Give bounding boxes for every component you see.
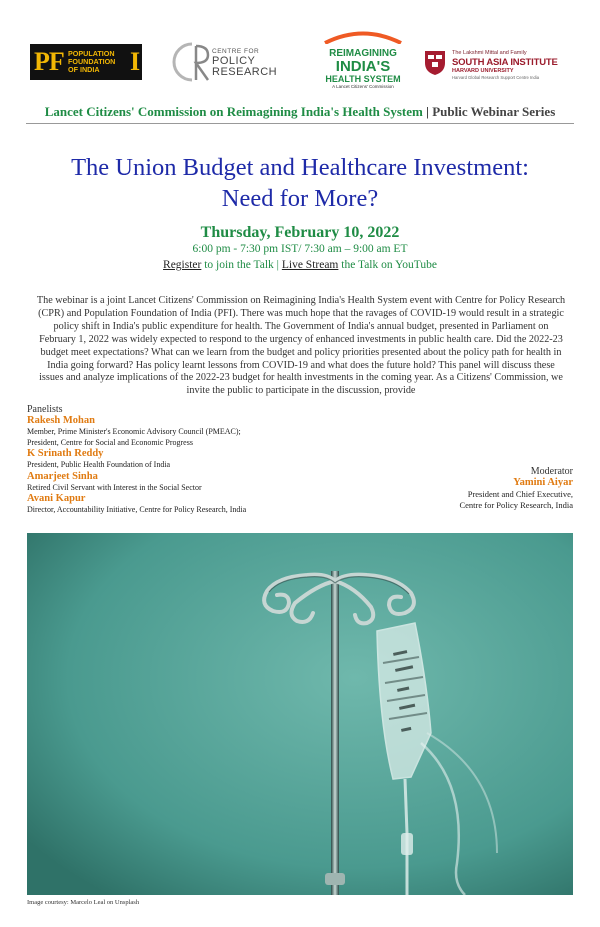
commission-name: Lancet Citizens' Commission on Reimagining India's Health System [44, 104, 423, 119]
cpr-line1: POLICY [212, 55, 256, 67]
cpr-main-text [212, 56, 277, 78]
panelist-desc: President, Public Health Foundation of India [27, 460, 171, 469]
cpr-line2: RESEARCH [212, 66, 278, 78]
rih-line3: HEALTH SYSTEM [325, 74, 401, 84]
moderator-desc: President and Chief Executive, [467, 489, 573, 499]
pfi-line3: OF INDIA [68, 65, 100, 74]
sai-line2: SOUTH ASIA INSTITUTE [452, 57, 558, 68]
reimagining-logo [318, 30, 408, 92]
iv-stand-photo [27, 533, 573, 895]
panelist-name: Rakesh Mohan [27, 415, 95, 426]
series-header [26, 104, 574, 124]
title-line2: Need for More? [221, 185, 379, 212]
sai-line1: The Lakshmi Mittal and Family [452, 50, 527, 56]
sai-logo [424, 50, 574, 80]
live-stream-link[interactable]: Live Stream [281, 259, 339, 271]
pfi-logo-end: I [130, 47, 141, 76]
panelist-desc: Member, Prime Minister's Economic Advisory Council (PMEAC); [27, 427, 241, 436]
sai-line3: HARVARD UNIVERSITY [452, 68, 514, 74]
event-date: Thursday, February 10, 2022 [200, 224, 400, 241]
event-title [30, 152, 570, 214]
cpr-logo [172, 40, 284, 84]
moderator-desc: Centre for Policy Research, India [459, 500, 573, 510]
pfi-line1: POPULATION [68, 49, 115, 58]
event-description: The webinar is a joint Lancet Citizens' Commission on Reimagining India's Health System event with Centre for Policy Research (CPR) and Population Foundation of India (PFI). There was much hope that the ravages of COVID-19 would result in a strategic policy shift in India's public expenditure for health. The Government of India's annual budget, presented in Parliament on February 1, 2022 was widely expected to respond to the urgency of enhanced investments in public health care. Did the 2022-23 budget meet expectations? What can we learn from the budget and policy priorities presented about the policy path for health in India going forward? Has policy learnt lessons from COVID-19 and what does the future hold? This panel will discuss these issues and analyze implications of the 2022-23 budget for health investments in the coming year. As a Citizens' Commission, we invite the public to participate in the discussion, provide [36, 295, 566, 397]
series-label: Public Webinar Series [432, 104, 556, 119]
orange-arc-icon [321, 30, 405, 44]
panelist-desc: President, Centre for Social and Economic Progress [27, 437, 193, 447]
panelist-name: Amarjeet Sinha [27, 470, 98, 482]
pfi-logo [30, 44, 142, 80]
pfi-logo-mark: PF [34, 47, 64, 76]
panelist-name: K Srinath Reddy [27, 448, 104, 459]
pfi-logo-text [64, 50, 128, 74]
cpr-small-text: CENTRE FOR [212, 48, 260, 55]
event-links [30, 259, 570, 271]
panelist-name: Avani Kapur [27, 493, 86, 504]
title-line1: The Union Budget and Healthcare Investment: [71, 154, 529, 181]
moderator-name: Yamini Aiyar [513, 477, 573, 488]
rih-line1: REIMAGINING [329, 48, 397, 59]
panelists-heading: Panelists [27, 404, 63, 415]
register-text: to join the Talk | [201, 259, 282, 271]
moderator-heading: Moderator [530, 466, 573, 477]
image-credit: Image courtesy: Marcelo Leal on Unsplash [27, 899, 140, 906]
harvard-shield-icon [424, 50, 446, 76]
event-time: 6:00 pm - 7:30 pm IST/ 7:30 am – 9:00 am ET [192, 243, 408, 255]
rih-line4: A Lancet Citizens' Commission [332, 84, 394, 89]
logo-strip [26, 30, 576, 92]
pfi-line2: FOUNDATION [68, 57, 116, 66]
moderator-section [373, 466, 573, 511]
panelist-desc: Director, Accountability Initiative, Centre for Policy Research, India [27, 505, 247, 514]
panelists-section [27, 404, 347, 516]
register-link[interactable]: Register [163, 259, 202, 271]
rih-line2: INDIA'S [335, 58, 391, 75]
panelist-desc: Retired Civil Servant with Interest in the Social Sector [27, 482, 202, 492]
cpr-emblem-icon [172, 40, 212, 84]
stream-text: the Talk on YouTube [338, 259, 437, 271]
series-separator: | [422, 104, 433, 119]
sai-line4: Harvard Global Research Support Centre India [452, 75, 540, 80]
